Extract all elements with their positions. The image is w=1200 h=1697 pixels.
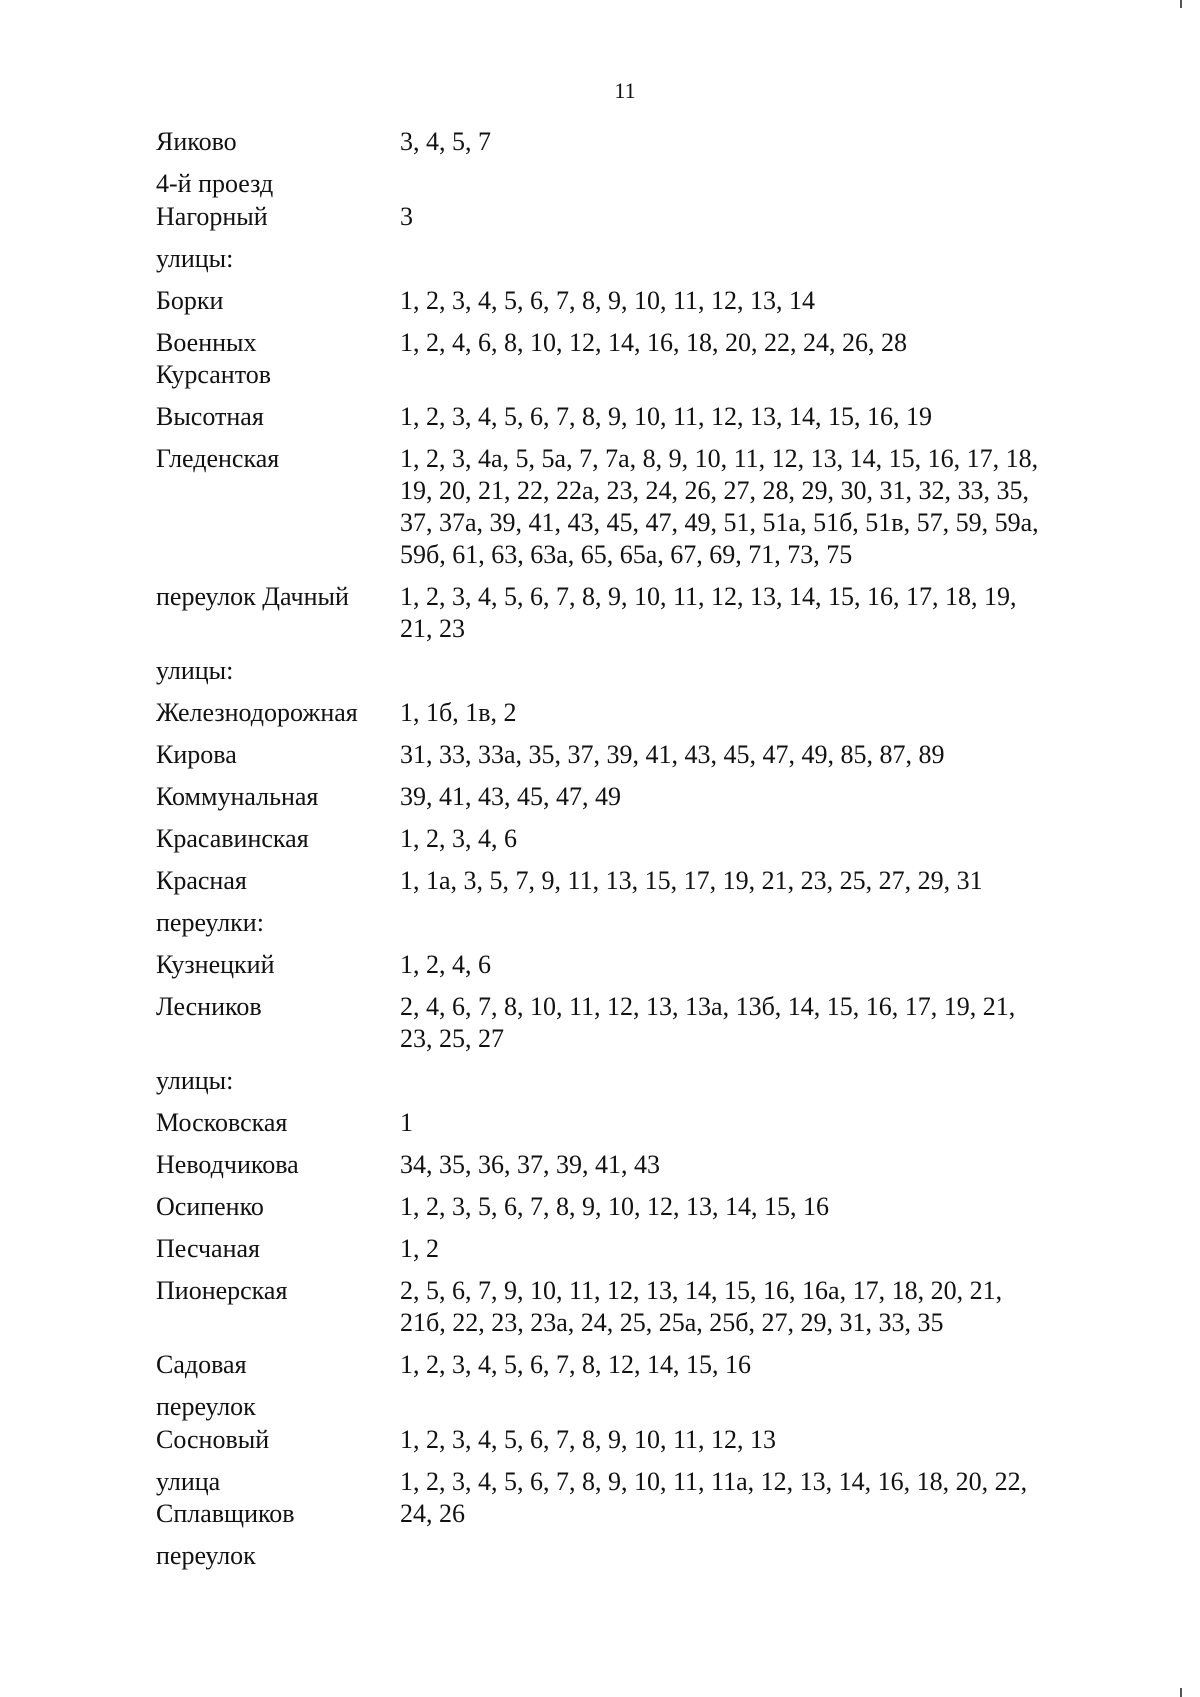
house-numbers: 1, 1б, 1в, 2 xyxy=(400,698,517,727)
street-label: Лесников xyxy=(156,992,262,1021)
street-label: Красная xyxy=(156,866,247,895)
house-numbers: 1, 2, 3, 4, 5, 6, 7, 8, 12, 14, 15, 16 xyxy=(400,1350,751,1379)
address-row xyxy=(156,949,1106,981)
street-label: Московская xyxy=(156,1108,288,1137)
address-row xyxy=(156,1391,1106,1423)
page-number: 11 xyxy=(614,78,636,103)
street-label: Песчаная xyxy=(156,1234,261,1263)
address-row xyxy=(156,655,1106,687)
address-row xyxy=(156,697,1106,729)
house-numbers: 31, 33, 33а, 35, 37, 39, 41, 43, 45, 47, 49, 85, 87, 89 xyxy=(400,740,945,769)
house-numbers: 2, 4, 6, 7, 8, 10, 11, 12, 13, 13а, 13б, 14, 15, 16, 17, 19, 21, 23, 25, 27 xyxy=(400,992,1016,1053)
address-list xyxy=(156,126,1106,1582)
house-numbers: 1, 2, 3, 4а, 5, 5а, 7, 7а, 8, 9, 10, 11, 12, 13, 14, 15, 16, 17, 18, 19, 20, 21, 22, 22а, 23, 24, 26, 27, 28, 29, 30, 31, 32, 33, 35, 37, 37а, 39, 41, 43, 45, 47, 49, 51, 51а, 51б, 51в, 57, 59, 59а, 59б, 61, 63, 63а, 65, 65а, 67, 69, 71, 73, 75 xyxy=(400,444,1039,569)
address-row xyxy=(156,1233,1106,1265)
address-row xyxy=(156,1107,1106,1139)
house-numbers: 1, 1а, 3, 5, 7, 9, 11, 13, 15, 17, 19, 21, 23, 25, 27, 29, 31 xyxy=(400,866,983,895)
house-numbers: 1, 2, 3, 4, 5, 6, 7, 8, 9, 10, 11, 12, 13, 14, 15, 16, 19 xyxy=(400,402,933,431)
address-row xyxy=(156,991,1106,1055)
street-label: Коммунальная xyxy=(156,782,319,811)
street-label: Садовая xyxy=(156,1350,247,1379)
street-label: улицы: xyxy=(156,1066,234,1095)
address-row xyxy=(156,1275,1106,1339)
street-label: переулок xyxy=(156,1392,256,1421)
house-numbers: 1, 2, 3, 4, 5, 6, 7, 8, 9, 10, 11, 11а, 12, 13, 14, 16, 18, 20, 22, 24, 26 xyxy=(400,1467,1028,1528)
street-label: Высотная xyxy=(156,402,264,431)
address-row xyxy=(156,443,1106,571)
address-row xyxy=(156,168,1106,200)
house-numbers: 3 xyxy=(400,202,413,231)
street-label: улицы: xyxy=(156,656,234,685)
house-numbers: 2, 5, 6, 7, 9, 10, 11, 12, 13, 14, 15, 16, 16а, 17, 18, 20, 21, 21б, 22, 23, 23а, 24, 25, 25а, 25б, 27, 29, 31, 33, 35 xyxy=(400,1276,1003,1337)
address-row xyxy=(156,285,1106,317)
street-label: переулок xyxy=(156,1541,256,1570)
street-label: Яиково xyxy=(156,127,237,156)
house-numbers: 1, 2, 3, 4, 5, 6, 7, 8, 9, 10, 11, 12, 13, 14 xyxy=(400,286,816,315)
address-row xyxy=(156,1466,1106,1530)
street-label: Железнодорожная xyxy=(156,698,358,727)
house-numbers: 1, 2 xyxy=(400,1234,439,1263)
address-row xyxy=(156,739,1106,771)
address-row xyxy=(156,126,1106,158)
scan-mark xyxy=(1180,1688,1182,1697)
address-row xyxy=(156,581,1106,645)
street-label: Борки xyxy=(156,286,224,315)
street-label: Сосновый xyxy=(156,1425,270,1454)
house-numbers: 1, 2, 3, 4, 6 xyxy=(400,824,517,853)
street-label: переулки: xyxy=(156,908,264,937)
house-numbers: 1 xyxy=(400,1108,413,1137)
address-row xyxy=(156,327,1106,391)
street-label: Красавинская xyxy=(156,824,309,853)
street-label: Нагорный xyxy=(156,202,268,231)
address-row xyxy=(156,907,1106,939)
street-label: Военных Курсантов xyxy=(156,328,271,389)
address-row xyxy=(156,1540,1106,1572)
address-row xyxy=(156,1424,1106,1456)
street-label: Пионерская xyxy=(156,1276,288,1305)
house-numbers: 1, 2, 3, 4, 5, 6, 7, 8, 9, 10, 11, 12, 13, 14, 15, 16, 17, 18, 19, 21, 23 xyxy=(400,582,1017,643)
house-numbers: 39, 41, 43, 45, 47, 49 xyxy=(400,782,621,811)
house-numbers: 3, 4, 5, 7 xyxy=(400,127,491,156)
street-label: Кузнецкий xyxy=(156,950,275,979)
street-label: улица Сплавщиков xyxy=(156,1467,295,1528)
street-label: Неводчикова xyxy=(156,1150,299,1179)
street-label: переулок Дачный xyxy=(156,582,349,611)
street-label: Осипенко xyxy=(156,1192,264,1221)
street-label: 4-й проезд xyxy=(156,169,274,198)
address-row xyxy=(156,865,1106,897)
address-row xyxy=(156,781,1106,813)
house-numbers: 1, 2, 4, 6 xyxy=(400,950,491,979)
address-row xyxy=(156,1191,1106,1223)
address-row xyxy=(156,823,1106,855)
address-row xyxy=(156,401,1106,433)
address-row xyxy=(156,243,1106,275)
house-numbers: 1, 2, 3, 5, 6, 7, 8, 9, 10, 12, 13, 14, 15, 16 xyxy=(400,1192,829,1221)
scan-mark xyxy=(1180,0,1182,8)
address-row xyxy=(156,1065,1106,1097)
address-row xyxy=(156,1349,1106,1381)
street-label: Гледенская xyxy=(156,444,280,473)
house-numbers: 1, 2, 4, 6, 8, 10, 12, 14, 16, 18, 20, 22, 24, 26, 28 xyxy=(400,328,907,357)
address-row xyxy=(156,201,1106,233)
house-numbers: 34, 35, 36, 37, 39, 41, 43 xyxy=(400,1150,660,1179)
street-label: улицы: xyxy=(156,244,234,273)
address-row xyxy=(156,1149,1106,1181)
house-numbers: 1, 2, 3, 4, 5, 6, 7, 8, 9, 10, 11, 12, 13 xyxy=(400,1425,777,1454)
street-label: Кирова xyxy=(156,740,237,769)
